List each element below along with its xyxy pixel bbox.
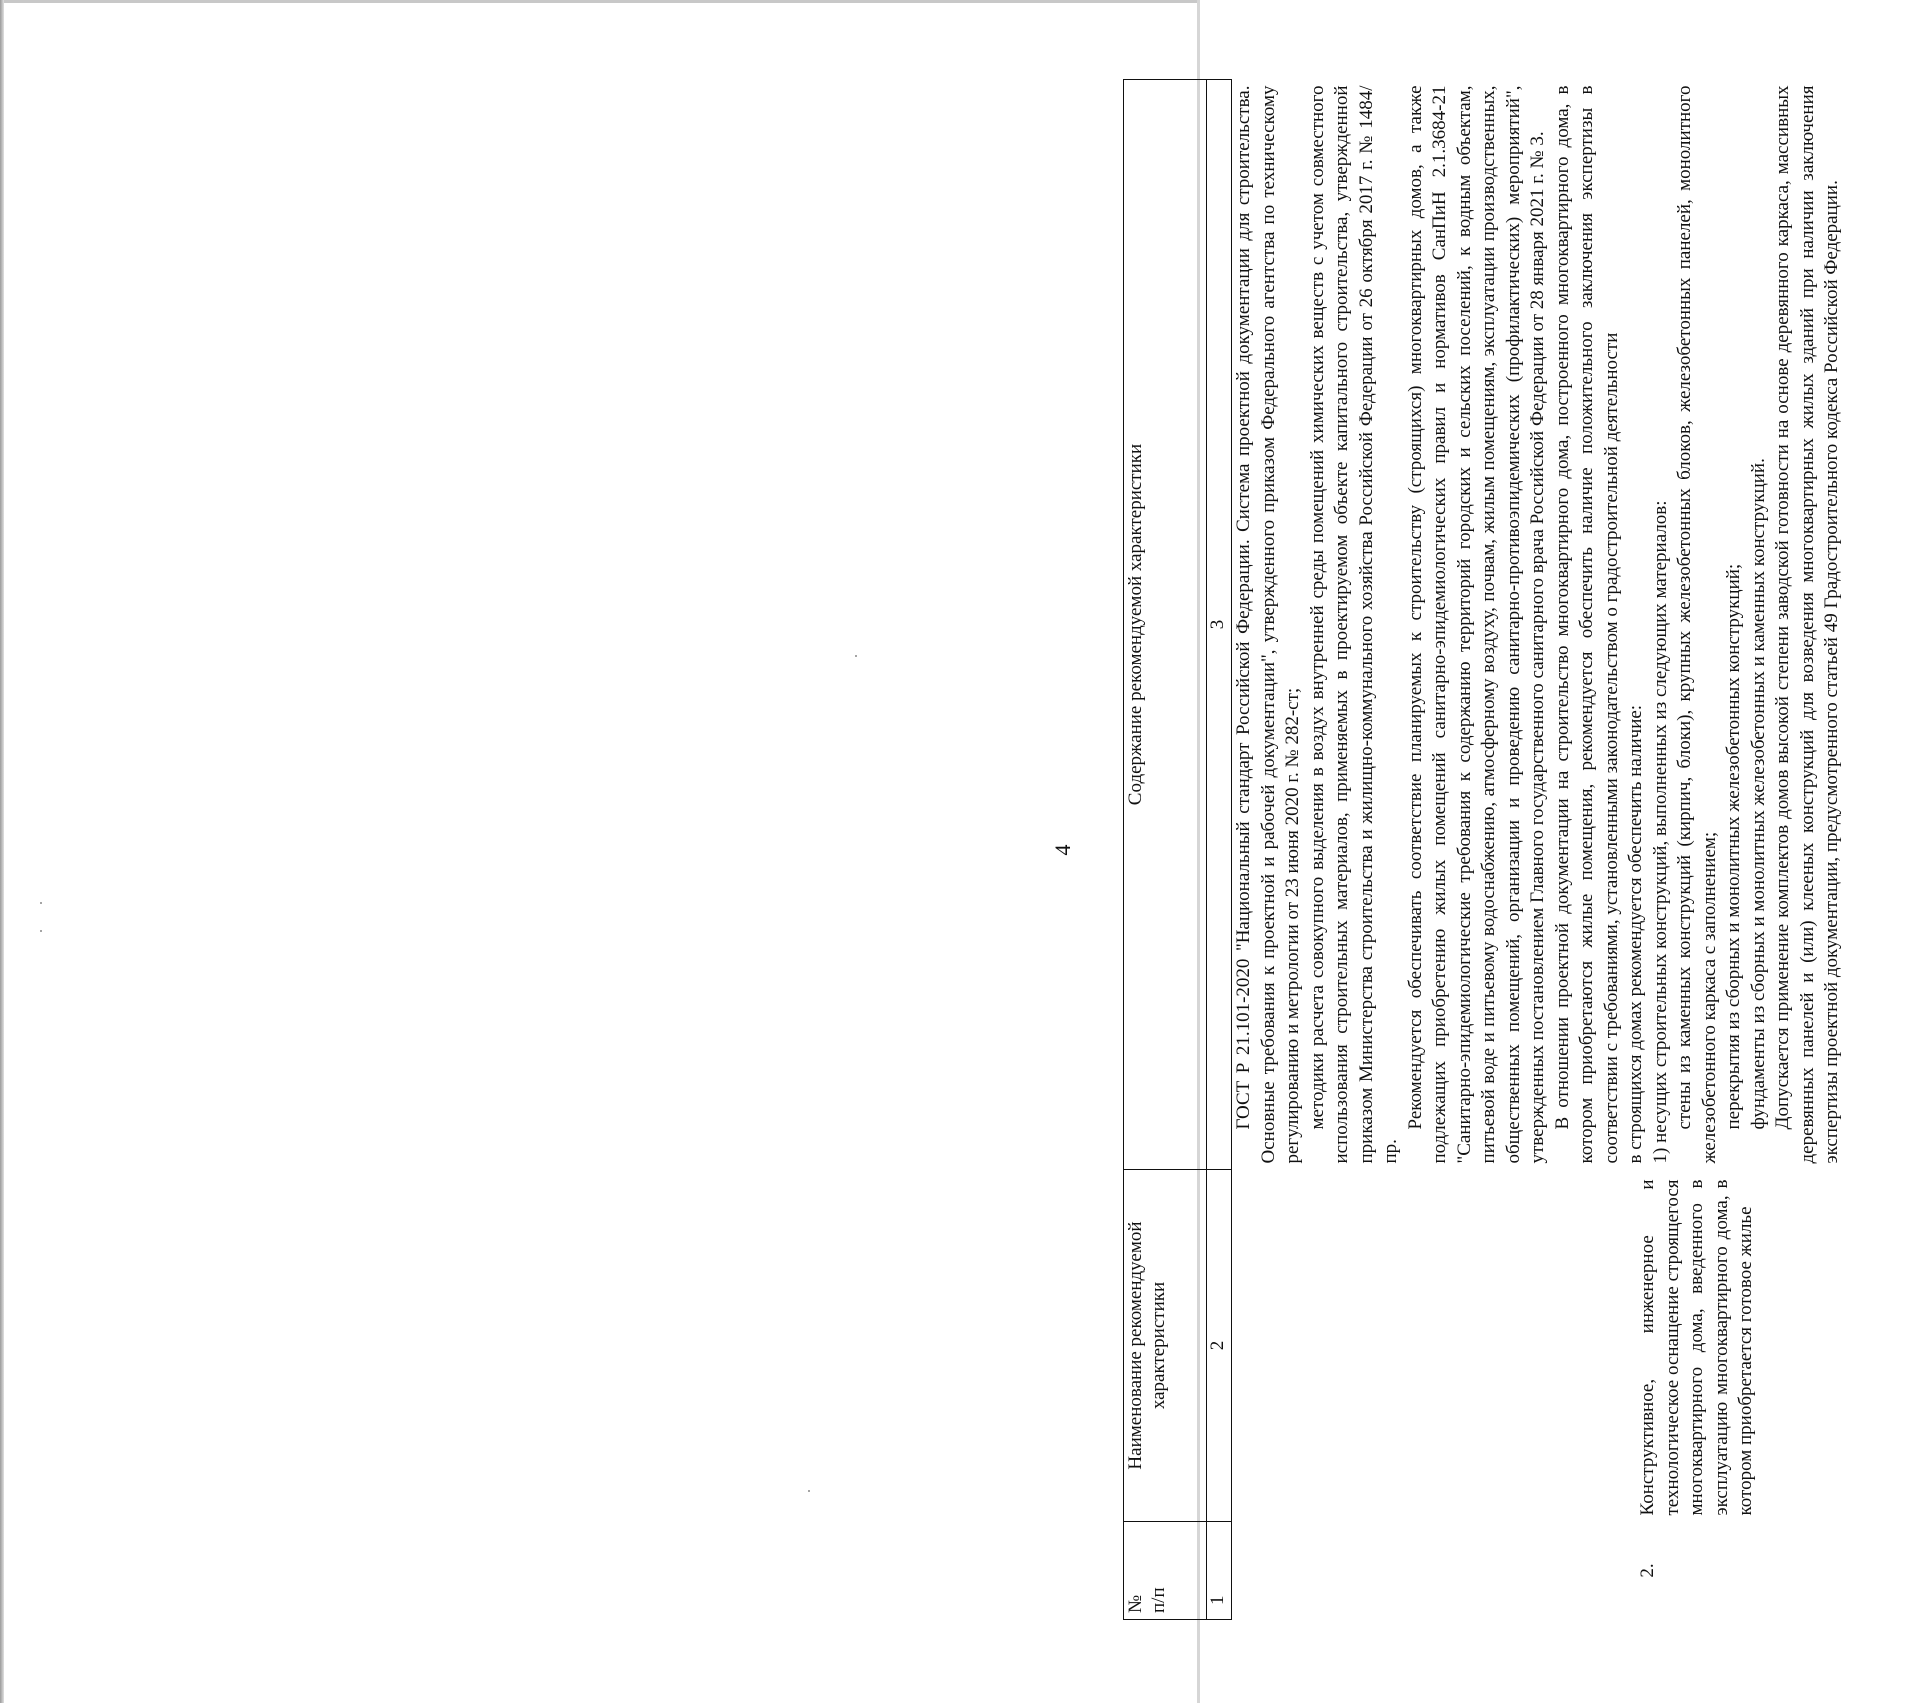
page-number: 4 [1050,844,1075,856]
scan-speck [40,930,42,932]
row-name: Конструктивное, инженерное и технологическое оснащение строящегося многоквартирного дома, введенного в эксплуатацию многоквартирного дома, в котором приобретается готовое жилье [1637,1179,1756,1516]
table-row-continuation [1232,80,1625,1620]
content-paragraph: стены из каменных конструкций (кирпич, блоки), крупных железобетонных блоков, железобетонных панелей, монолитного железобетонного каркаса с заполнением; [1674,85,1720,1164]
column-number: 2 [1207,1170,1232,1522]
scan-edge-left [0,0,4,1703]
header-number: № п/п [1124,1522,1207,1620]
content-paragraph: 1) несущих строительных конструкций, выполненных из следующих материалов: [1649,500,1671,1164]
header-content: Содержание рекомендуемой характеристики [1124,80,1207,1170]
column-number: 1 [1207,1522,1232,1620]
content-paragraph: В отношении проектной документации на строительство многоквартирного дома, построенного многоквартирного дома, в котором приобретаются жилые помещения, рекомендуется обеспечить наличие положительного заключения экспертизы в соответствии с требованиями, установленными законодательством о градостроительной деятельности [1551,85,1622,1164]
content-paragraph: Рекомендуется обеспечивать соответствие планируемых к строительству (строящихся) многоквартирных домов, а также подлежащих приобретению жилых помещений санитарно-эпидемиологических правил и нормативов СанПиН 2.1.3684-21 "Санитарно-эпидемиологические требования к содержанию территорий городских и сельских поселений, к водным объектам, питьевой воде и питьевому водоснабжению, атмосферному воздуху, почвам, жилым помещениям, эксплуатации производственных, общественных помещений, организации и проведению санитарно-противоэпидемических (профилактических) мероприятий", утвержденных постановлением Главного государственного санитарного врача Российской Федерации от 28 января 2021 г. № 3. [1404,85,1548,1164]
row-name-cell [1232,1170,1625,1522]
scan-speck [808,1490,810,1492]
table-row-2 [1624,80,1845,1620]
row-content-cell [1232,80,1625,1170]
content-paragraph: в строящихся домах рекомендуется обеспечить наличие: [1625,704,1646,1164]
row-number-cell [1232,1522,1625,1620]
content-paragraph: фундаменты из сборных и монолитных железобетонных и каменных конструкций. [1747,458,1769,1130]
characteristics-table [1123,79,1845,1620]
table-header-row [1124,80,1207,1620]
scan-speck [40,902,42,904]
content-paragraph: методики расчета совокупного выделения в воздух внутренней среды помещений химических веществ с учетом совместного использования строительных материалов, применяемых в проектируемом объекте капитального строительства, утвержденной приказом Министерства строительства и жилищно-коммунального хозяйства Российской Федерации от 26 октября 2017 г. № 1484/пр. [1306,85,1401,1164]
rotated-document-page [1050,80,1930,1620]
row-number: 2. [1637,1563,1658,1578]
content-paragraph: ГОСТ Р 21.101-2020 "Национальный стандарт Российской Федерации. Система проектной документации для строительства. Основные требования к проектной и рабочей документации", утвержденного приказом Федерального агентства по техническому регулированию и метрологии от 23 июня 2020 г. № 282-ст; [1233,85,1303,1164]
column-number-row [1207,80,1232,1620]
scan-speck [855,655,857,657]
content-paragraph: перекрытия из сборных и монолитных железобетонных конструкций; [1723,563,1744,1130]
column-number: 3 [1207,80,1232,1170]
row-content-cell [1624,80,1845,1170]
header-name: Наименование рекомендуемой характеристики [1124,1170,1207,1522]
content-paragraph: Допускается применение комплектов домов высокой степени заводской готовности на основе деревянного каркаса, массивных деревянных панелей и (или) клееных конструкций для возведения многоквартирных жилых зданий при наличии заключения экспертизы проектной документации, предусмотренного статьей 49 Градостроительного кодекса Российской Федерации. [1772,85,1842,1164]
scan-edge-top [0,0,1200,3]
